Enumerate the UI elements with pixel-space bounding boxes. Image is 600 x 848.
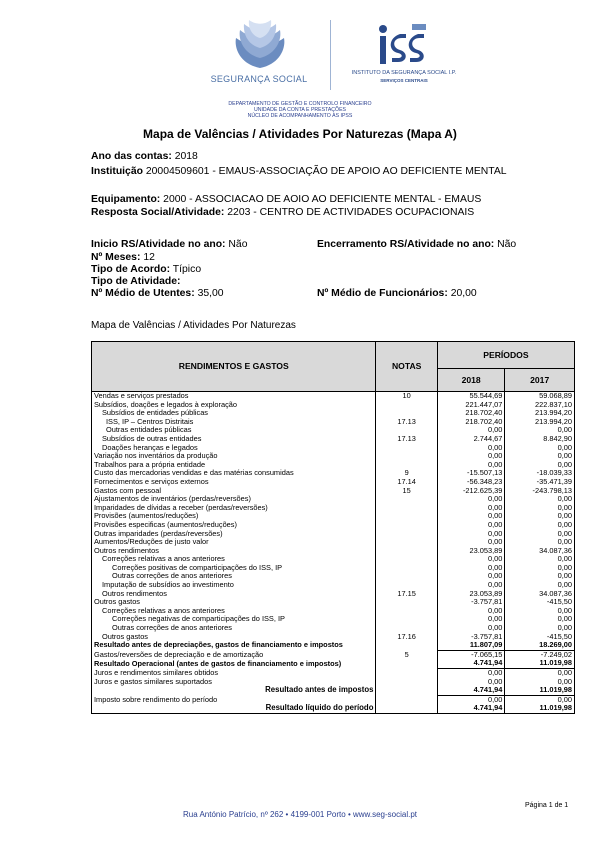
equip-value: 2000 - ASSOCIACAO DE AOIO AO DEFICIENTE MENTAL - EMAUS bbox=[163, 194, 482, 205]
table-row bbox=[92, 521, 575, 530]
dept-line-2: UNIDADE DA CONTA E PRESTAÇÕES bbox=[253, 107, 347, 113]
table-row bbox=[92, 487, 575, 496]
row-value-2017: 0,00 bbox=[505, 538, 575, 547]
table-row bbox=[92, 607, 575, 616]
row-label: Outras correções de anos anteriores bbox=[92, 624, 376, 633]
row-value-2017: 222.837,10 bbox=[505, 401, 575, 410]
page-title: Mapa de Valências / Atividades Por Naturezas (Mapa A) bbox=[143, 127, 457, 141]
row-value-2018: -3.757,81 bbox=[437, 633, 505, 642]
row-value-2018: 0,00 bbox=[437, 555, 505, 564]
row-value-2017: 8.842,90 bbox=[505, 435, 575, 444]
row-note bbox=[376, 704, 437, 713]
resposta-label: Resposta Social/Atividade: bbox=[91, 207, 225, 218]
equipamento bbox=[91, 194, 481, 205]
row-note bbox=[376, 512, 437, 521]
row-note bbox=[376, 669, 437, 678]
table-subtitle: Mapa de Valências / Atividades Por Naturezas bbox=[91, 320, 296, 331]
row-value-2017: 0,00 bbox=[505, 512, 575, 521]
row-value-2017: 0,00 bbox=[505, 572, 575, 581]
row-note bbox=[376, 409, 437, 418]
row-value-2017: -415,50 bbox=[505, 598, 575, 607]
row-note bbox=[376, 538, 437, 547]
iss-logo-subtext: SERVIÇOS CENTRAIS bbox=[380, 78, 428, 83]
table-row bbox=[92, 426, 575, 435]
acordo-value: Típico bbox=[172, 264, 202, 275]
dept-line-3: NÚCLEO DE ACOMPANHAMENTO ÀS IPSS bbox=[247, 113, 353, 119]
equip-label: Equipamento: bbox=[91, 194, 161, 205]
table-row bbox=[92, 547, 575, 556]
row-label: Resultado antes de depreciações, gastos de financiamento e impostos bbox=[92, 641, 376, 650]
table-row bbox=[92, 418, 575, 427]
utentes-value: 35,00 bbox=[197, 288, 224, 299]
table-row bbox=[92, 401, 575, 410]
row-label: Correções relativas a anos anteriores bbox=[92, 555, 376, 564]
row-label: Resultado Operacional (antes de gastos de financiamento e impostos) bbox=[92, 659, 376, 668]
encerr-label: Encerramento RS/Atividade no ano: bbox=[317, 239, 495, 250]
table-row bbox=[92, 469, 575, 478]
row-note bbox=[376, 686, 437, 695]
header-year-2017: 2017 bbox=[505, 369, 575, 392]
table-row bbox=[92, 530, 575, 539]
iss-logo bbox=[340, 22, 460, 92]
meses-value: 12 bbox=[143, 252, 155, 263]
header-rendimentos: RENDIMENTOS E GASTOS bbox=[92, 342, 376, 392]
row-note: 17.15 bbox=[376, 590, 437, 599]
row-label: Vendas e serviços prestados bbox=[92, 392, 376, 401]
row-value-2018: 0,00 bbox=[437, 572, 505, 581]
row-note bbox=[376, 426, 437, 435]
header-year-2018: 2018 bbox=[437, 369, 505, 392]
row-value-2018: -7.065,15 bbox=[437, 650, 505, 659]
table-row bbox=[92, 686, 575, 695]
row-value-2018: 0,00 bbox=[437, 607, 505, 616]
row-value-2018: -3.757,81 bbox=[437, 598, 505, 607]
row-value-2017: 0,00 bbox=[505, 555, 575, 564]
row-value-2018: 0,00 bbox=[437, 678, 505, 687]
row-note bbox=[376, 461, 437, 470]
row-value-2017: 0,00 bbox=[505, 607, 575, 616]
row-label: Resultado antes de impostos bbox=[92, 686, 376, 695]
row-label: Imposto sobre rendimento do período bbox=[92, 695, 376, 704]
row-value-2017: 11.019,98 bbox=[505, 686, 575, 695]
table-row bbox=[92, 633, 575, 642]
table-body bbox=[92, 392, 575, 714]
row-label: Resultado líquido do período bbox=[92, 704, 376, 713]
inst-label: Instituição bbox=[91, 166, 143, 177]
table-row bbox=[92, 512, 575, 521]
row-note bbox=[376, 401, 437, 410]
row-value-2017: 0,00 bbox=[505, 564, 575, 573]
row-label: Outros rendimentos bbox=[92, 590, 376, 599]
row-note bbox=[376, 452, 437, 461]
resposta-social bbox=[91, 207, 474, 218]
table-row bbox=[92, 444, 575, 453]
inicio-value: Não bbox=[228, 239, 248, 250]
row-label: Trabalhos para a própria entidade bbox=[92, 461, 376, 470]
inst-value: 20004509601 - EMAUS-ASSOCIAÇÃO DE APOIO AO DEFICIENTE MENTAL bbox=[145, 166, 507, 177]
tipo-atividade bbox=[91, 276, 180, 287]
row-value-2018: 0,00 bbox=[437, 564, 505, 573]
row-value-2017: -7.249,02 bbox=[505, 650, 575, 659]
row-value-2017: 213.994,20 bbox=[505, 409, 575, 418]
row-label: ISS, IP – Centros Distritais bbox=[92, 418, 376, 427]
row-label: Imparidades de dívidas a receber (perdas/reversões) bbox=[92, 504, 376, 513]
row-label: Provisões especificas (aumentos/reduções) bbox=[92, 521, 376, 530]
financial-table bbox=[91, 341, 575, 714]
row-value-2018: 0,00 bbox=[437, 495, 505, 504]
ano-contas bbox=[91, 151, 198, 162]
ano-label: Ano das contas: bbox=[91, 151, 172, 162]
row-label: Fornecimentos e serviços externos bbox=[92, 478, 376, 487]
atividade-label: Tipo de Atividade: bbox=[91, 276, 181, 287]
row-value-2017: 0,00 bbox=[505, 452, 575, 461]
row-value-2018: 0,00 bbox=[437, 538, 505, 547]
medio-utentes bbox=[91, 288, 224, 299]
table-row bbox=[92, 538, 575, 547]
seguranca-social-logo-icon bbox=[230, 18, 290, 70]
row-value-2018: 0,00 bbox=[437, 426, 505, 435]
row-label: Ajustamentos de inventários (perdas/reversões) bbox=[92, 495, 376, 504]
row-note bbox=[376, 530, 437, 539]
encerramento-atividade bbox=[317, 239, 516, 250]
row-label: Outras entidades públicas bbox=[92, 426, 376, 435]
ano-value: 2018 bbox=[174, 151, 198, 162]
row-value-2017: -18.039,33 bbox=[505, 469, 575, 478]
iss-logo-icon bbox=[378, 22, 428, 68]
row-note: 17.14 bbox=[376, 478, 437, 487]
row-value-2017: -35.471,39 bbox=[505, 478, 575, 487]
row-value-2017: 0,00 bbox=[505, 426, 575, 435]
encerr-value: Não bbox=[497, 239, 517, 250]
row-value-2018: 11.807,09 bbox=[437, 641, 505, 650]
row-note bbox=[376, 659, 437, 668]
row-note: 17.16 bbox=[376, 633, 437, 642]
row-note bbox=[376, 641, 437, 650]
func-label: Nº Médio de Funcionários: bbox=[317, 288, 448, 299]
table-row bbox=[92, 678, 575, 687]
row-value-2018: 4.741,94 bbox=[437, 704, 505, 713]
row-value-2018: 4.741,94 bbox=[437, 686, 505, 695]
page-number: Página 1 de 1 bbox=[525, 802, 569, 809]
iss-logo-text: INSTITUTO DA SEGURANÇA SOCIAL I.P. bbox=[351, 70, 457, 76]
seguranca-social-logo-text: SEGURANÇA SOCIAL bbox=[210, 74, 308, 84]
row-value-2018: 0,00 bbox=[437, 504, 505, 513]
row-label: Subsídios, doações e legados à exploração bbox=[92, 401, 376, 410]
row-value-2018: 0,00 bbox=[437, 461, 505, 470]
row-label: Gastos/reversões de depreciação e de amortização bbox=[92, 650, 376, 659]
row-value-2018: -56.348,23 bbox=[437, 478, 505, 487]
row-label: Outras imparidades (perdas/reversões) bbox=[92, 530, 376, 539]
row-note bbox=[376, 495, 437, 504]
row-label: Doações heranças e legados bbox=[92, 444, 376, 453]
row-value-2018: 0,00 bbox=[437, 669, 505, 678]
row-value-2017: 59.068,89 bbox=[505, 392, 575, 401]
row-value-2017: 213.994,20 bbox=[505, 418, 575, 427]
utentes-label: Nº Médio de Utentes: bbox=[91, 288, 195, 299]
row-note: 9 bbox=[376, 469, 437, 478]
row-value-2017: 0,00 bbox=[505, 504, 575, 513]
table-row bbox=[92, 615, 575, 624]
row-label: Custo das mercadorias vendidas e das matérias consumidas bbox=[92, 469, 376, 478]
row-value-2017: 18.269,00 bbox=[505, 641, 575, 650]
row-label: Correções relativas a anos anteriores bbox=[92, 607, 376, 616]
row-value-2017: 34.087,36 bbox=[505, 547, 575, 556]
table-row bbox=[92, 590, 575, 599]
dept-line-1: DEPARTAMENTO DE GESTÃO E CONTROLO FINANCEIRO bbox=[228, 101, 372, 107]
table-row bbox=[92, 581, 575, 590]
row-value-2017: 0,00 bbox=[505, 678, 575, 687]
table-row bbox=[92, 409, 575, 418]
row-note: 17.13 bbox=[376, 435, 437, 444]
row-value-2018: 0,00 bbox=[437, 530, 505, 539]
row-label: Outros rendimentos bbox=[92, 547, 376, 556]
row-value-2018: 218.702,40 bbox=[437, 418, 505, 427]
table-row bbox=[92, 461, 575, 470]
header-notas: NOTAS bbox=[376, 342, 437, 392]
row-value-2017: 11.019,98 bbox=[505, 704, 575, 713]
row-value-2017: 0,00 bbox=[505, 695, 575, 704]
row-value-2017: -415,50 bbox=[505, 633, 575, 642]
row-value-2017: 0,00 bbox=[505, 530, 575, 539]
table-row bbox=[92, 695, 575, 704]
table-row bbox=[92, 452, 575, 461]
row-label: Correções positivas de comparticipações do ISS, IP bbox=[92, 564, 376, 573]
row-note bbox=[376, 624, 437, 633]
row-label: Juros e rendimentos similares obtidos bbox=[92, 669, 376, 678]
row-value-2018: 218.702,40 bbox=[437, 409, 505, 418]
row-label: Gastos com pessoal bbox=[92, 487, 376, 496]
inicio-label: Inicio RS/Atividade no ano: bbox=[91, 239, 226, 250]
row-value-2018: 23.053,89 bbox=[437, 590, 505, 599]
row-value-2018: 55.544,69 bbox=[437, 392, 505, 401]
row-note bbox=[376, 695, 437, 704]
row-label: Outros gastos bbox=[92, 598, 376, 607]
table-row bbox=[92, 392, 575, 401]
row-value-2017: 0,00 bbox=[505, 615, 575, 624]
resposta-value: 2203 - CENTRO DE ACTIVIDADES OCUPACIONAIS bbox=[227, 207, 475, 218]
tipo-acordo bbox=[91, 264, 201, 275]
row-label: Provisões (aumentos/reduções) bbox=[92, 512, 376, 521]
row-label: Subsídios de outras entidades bbox=[92, 435, 376, 444]
acordo-label: Tipo de Acordo: bbox=[91, 264, 171, 275]
row-note bbox=[376, 444, 437, 453]
row-note bbox=[376, 521, 437, 530]
table-row bbox=[92, 659, 575, 668]
row-note bbox=[376, 564, 437, 573]
instituicao bbox=[91, 166, 507, 177]
logo-divider bbox=[330, 20, 331, 90]
table-row bbox=[92, 572, 575, 581]
table-row bbox=[92, 564, 575, 573]
row-value-2017: 0,00 bbox=[505, 444, 575, 453]
row-label: Correções negativas de comparticipações do ISS, IP bbox=[92, 615, 376, 624]
row-value-2017: 34.087,36 bbox=[505, 590, 575, 599]
table-row bbox=[92, 624, 575, 633]
row-value-2018: 0,00 bbox=[437, 452, 505, 461]
func-value: 20,00 bbox=[450, 288, 477, 299]
row-note bbox=[376, 607, 437, 616]
row-value-2017: 0,00 bbox=[505, 624, 575, 633]
row-label: Aumentos/Reduções de justo valor bbox=[92, 538, 376, 547]
medio-funcionarios bbox=[317, 288, 477, 299]
row-value-2018: 0,00 bbox=[437, 695, 505, 704]
row-value-2018: 0,00 bbox=[437, 581, 505, 590]
row-note bbox=[376, 555, 437, 564]
row-note bbox=[376, 615, 437, 624]
row-label: Subsídios de entidades públicas bbox=[92, 409, 376, 418]
table-row bbox=[92, 504, 575, 513]
row-value-2018: 0,00 bbox=[437, 444, 505, 453]
row-note: 10 bbox=[376, 392, 437, 401]
row-value-2017: 0,00 bbox=[505, 495, 575, 504]
row-note: 17.13 bbox=[376, 418, 437, 427]
seguranca-social-logo bbox=[200, 18, 318, 90]
row-value-2017: 0,00 bbox=[505, 521, 575, 530]
row-note bbox=[376, 572, 437, 581]
meses-label: Nº Meses: bbox=[91, 252, 141, 263]
table-row bbox=[92, 669, 575, 678]
row-value-2018: 221.447,07 bbox=[437, 401, 505, 410]
row-label: Outras correções de anos anteriores bbox=[92, 572, 376, 581]
num-meses bbox=[91, 252, 155, 263]
row-note bbox=[376, 581, 437, 590]
row-value-2018: 23.053,89 bbox=[437, 547, 505, 556]
row-value-2017: 0,00 bbox=[505, 669, 575, 678]
row-note bbox=[376, 504, 437, 513]
row-value-2017: 0,00 bbox=[505, 581, 575, 590]
row-value-2018: 0,00 bbox=[437, 624, 505, 633]
row-value-2018: 4.741,94 bbox=[437, 659, 505, 668]
row-value-2018: -212.625,39 bbox=[437, 487, 505, 496]
row-value-2017: -243.798,13 bbox=[505, 487, 575, 496]
table-row bbox=[92, 435, 575, 444]
row-note: 5 bbox=[376, 650, 437, 659]
table-row bbox=[92, 650, 575, 659]
row-label: Imputação de subsídios ao investimento bbox=[92, 581, 376, 590]
row-value-2018: 0,00 bbox=[437, 615, 505, 624]
row-note bbox=[376, 547, 437, 556]
footer-address: Rua António Patrício, nº 262 • 4199-001 Porto • www.seg-social.pt bbox=[183, 810, 417, 819]
row-label: Juros e gastos similares suportados bbox=[92, 678, 376, 687]
table-row bbox=[92, 704, 575, 713]
table-row bbox=[92, 555, 575, 564]
row-note bbox=[376, 678, 437, 687]
row-value-2018: 0,00 bbox=[437, 521, 505, 530]
table-row bbox=[92, 598, 575, 607]
row-note bbox=[376, 598, 437, 607]
table-row bbox=[92, 495, 575, 504]
row-value-2017: 11.019,98 bbox=[505, 659, 575, 668]
row-note: 15 bbox=[376, 487, 437, 496]
row-value-2018: 2.744,67 bbox=[437, 435, 505, 444]
header-periodos: PERÍODOS bbox=[437, 342, 574, 369]
row-label: Variação nos inventários da produção bbox=[92, 452, 376, 461]
row-value-2018: -15.507,13 bbox=[437, 469, 505, 478]
row-value-2018: 0,00 bbox=[437, 512, 505, 521]
row-label: Outros gastos bbox=[92, 633, 376, 642]
table-row bbox=[92, 641, 575, 650]
inicio-atividade bbox=[91, 239, 247, 250]
row-value-2017: 0,00 bbox=[505, 461, 575, 470]
table-row bbox=[92, 478, 575, 487]
